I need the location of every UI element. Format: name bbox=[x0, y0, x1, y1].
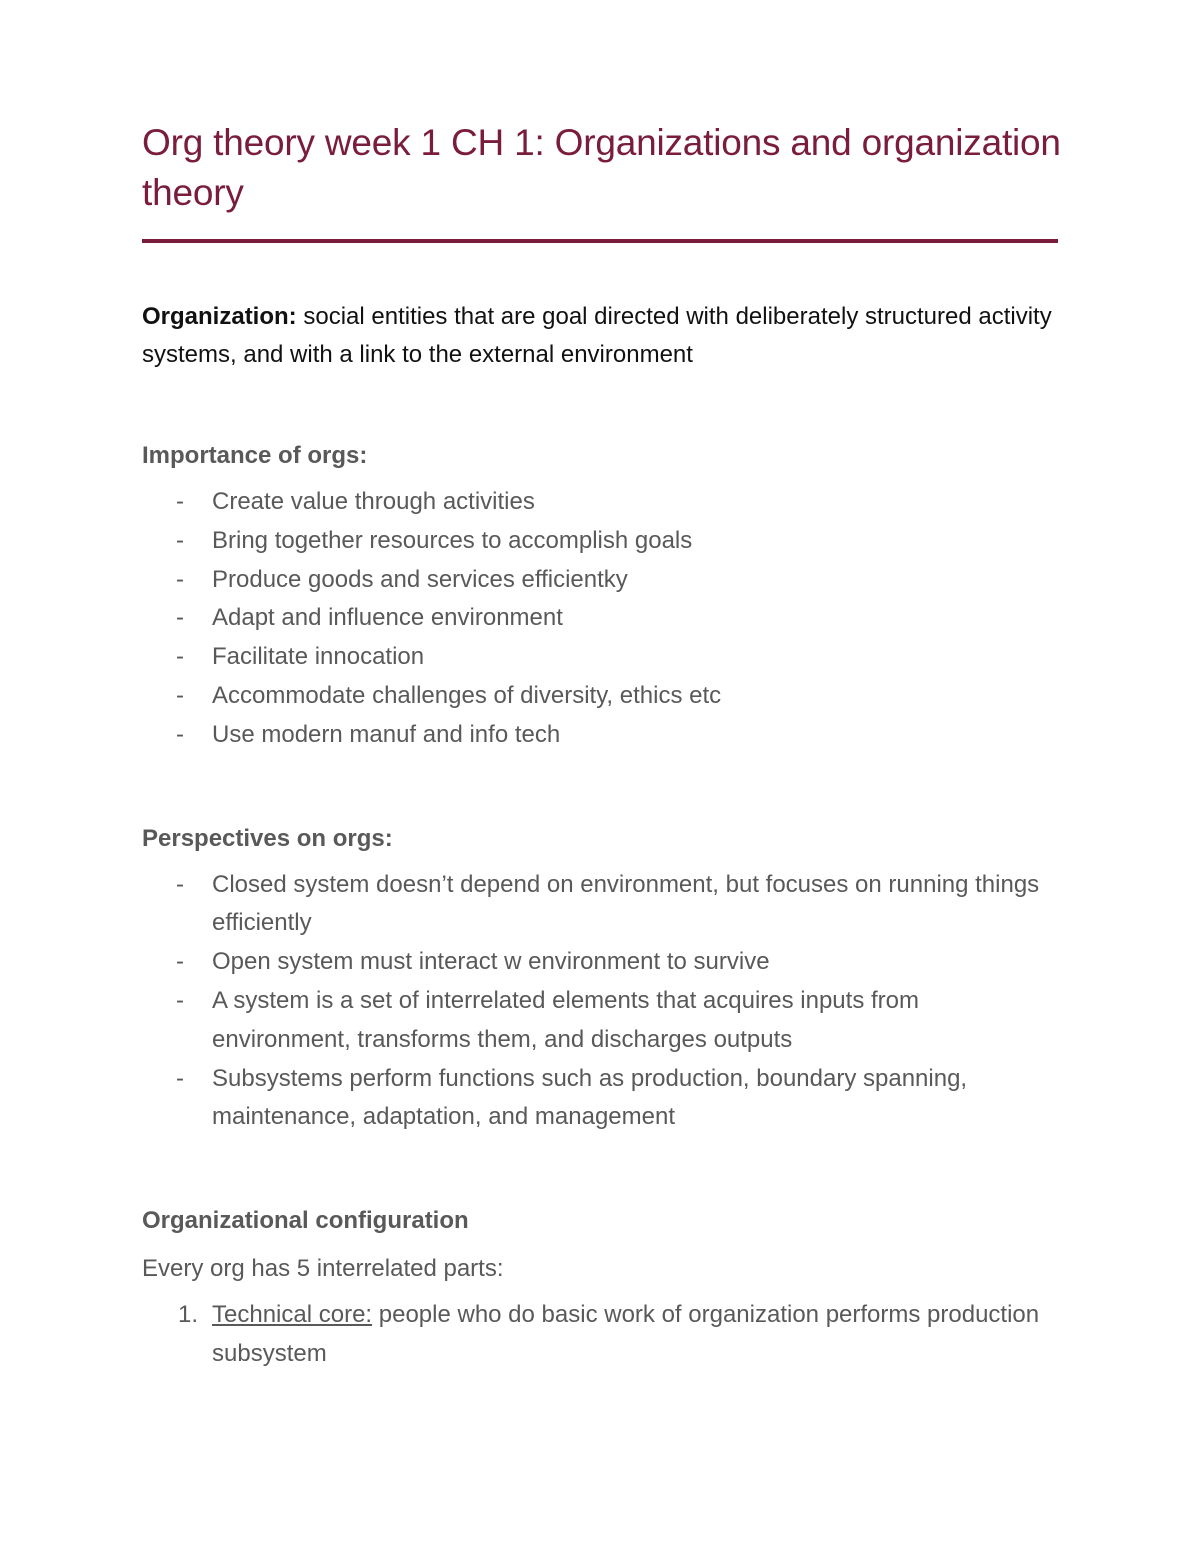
numbered-list-item bbox=[142, 1296, 1062, 1374]
list-item bbox=[142, 716, 1062, 755]
list-item-text: Use modern manuf and info tech bbox=[212, 720, 561, 748]
list-item-text: Produce goods and services efficientky bbox=[212, 565, 628, 593]
definition-term: Organization: bbox=[142, 303, 297, 330]
list-item-text: Open system must interact w environment to survive bbox=[212, 948, 770, 976]
list-item-text: Subsystems perform functions such as production, boundary spanning, maintenance, adaptation, and management bbox=[212, 1064, 968, 1131]
dash-marker: - bbox=[176, 565, 184, 593]
organization-definition bbox=[142, 298, 1062, 374]
list-item-text: Create value through activities bbox=[212, 488, 535, 515]
dash-marker: - bbox=[176, 681, 184, 709]
technical-core-text: people who do basic work of organization performs production subsystem bbox=[212, 1301, 1040, 1367]
technical-core-label: Technical core: bbox=[212, 1301, 373, 1329]
list-item bbox=[142, 982, 1062, 1060]
configuration-heading: Organizational configuration bbox=[142, 1207, 469, 1235]
list-item-text: Closed system doesn’t depend on environment, but focuses on running things efficiently bbox=[212, 870, 1040, 937]
list-item bbox=[142, 943, 1062, 982]
dash-marker: - bbox=[176, 986, 184, 1014]
configuration-intro: Every org has 5 interrelated parts: bbox=[142, 1255, 504, 1283]
dash-marker: - bbox=[176, 720, 184, 748]
list-item-text: Facilitate innocation bbox=[212, 643, 425, 671]
dash-marker: - bbox=[176, 1064, 184, 1092]
dash-marker: - bbox=[176, 526, 184, 554]
definition-text: social entities that are goal directed with deliberately structured activity systems, and with a link to the external environment bbox=[142, 303, 1052, 368]
dash-marker: - bbox=[176, 643, 184, 671]
list-item bbox=[142, 561, 1062, 600]
list-item bbox=[142, 638, 1062, 677]
perspectives-heading: Perspectives on orgs: bbox=[142, 824, 393, 852]
list-item-text: Accommodate challenges of diversity, ethics etc bbox=[212, 681, 722, 709]
list-item bbox=[142, 677, 1062, 716]
list-item-text: Bring together resources to accomplish goals bbox=[212, 526, 693, 554]
dash-marker: - bbox=[176, 870, 184, 898]
list-item bbox=[142, 483, 1062, 522]
configuration-list bbox=[142, 1296, 1062, 1374]
document-page bbox=[142, 118, 1062, 1374]
list-item bbox=[142, 599, 1062, 638]
title-divider bbox=[142, 239, 1058, 243]
list-item bbox=[142, 866, 1062, 944]
dash-marker: - bbox=[176, 948, 184, 976]
list-item bbox=[142, 522, 1062, 561]
list-item-text: Adapt and influence environment bbox=[212, 604, 563, 632]
dash-marker: - bbox=[176, 488, 184, 515]
importance-heading: Importance of orgs: bbox=[142, 442, 368, 469]
dash-marker: - bbox=[176, 604, 184, 632]
perspectives-list bbox=[142, 866, 1062, 1138]
number-marker: 1. bbox=[178, 1301, 199, 1329]
importance-list bbox=[142, 483, 1062, 755]
list-item-text: A system is a set of interrelated elements that acquires inputs from environment, transforms them, and discharges outputs bbox=[212, 986, 919, 1053]
document-title: Org theory week 1 CH 1: Organizations and organization theory bbox=[142, 122, 1061, 213]
list-item bbox=[142, 1060, 1062, 1138]
